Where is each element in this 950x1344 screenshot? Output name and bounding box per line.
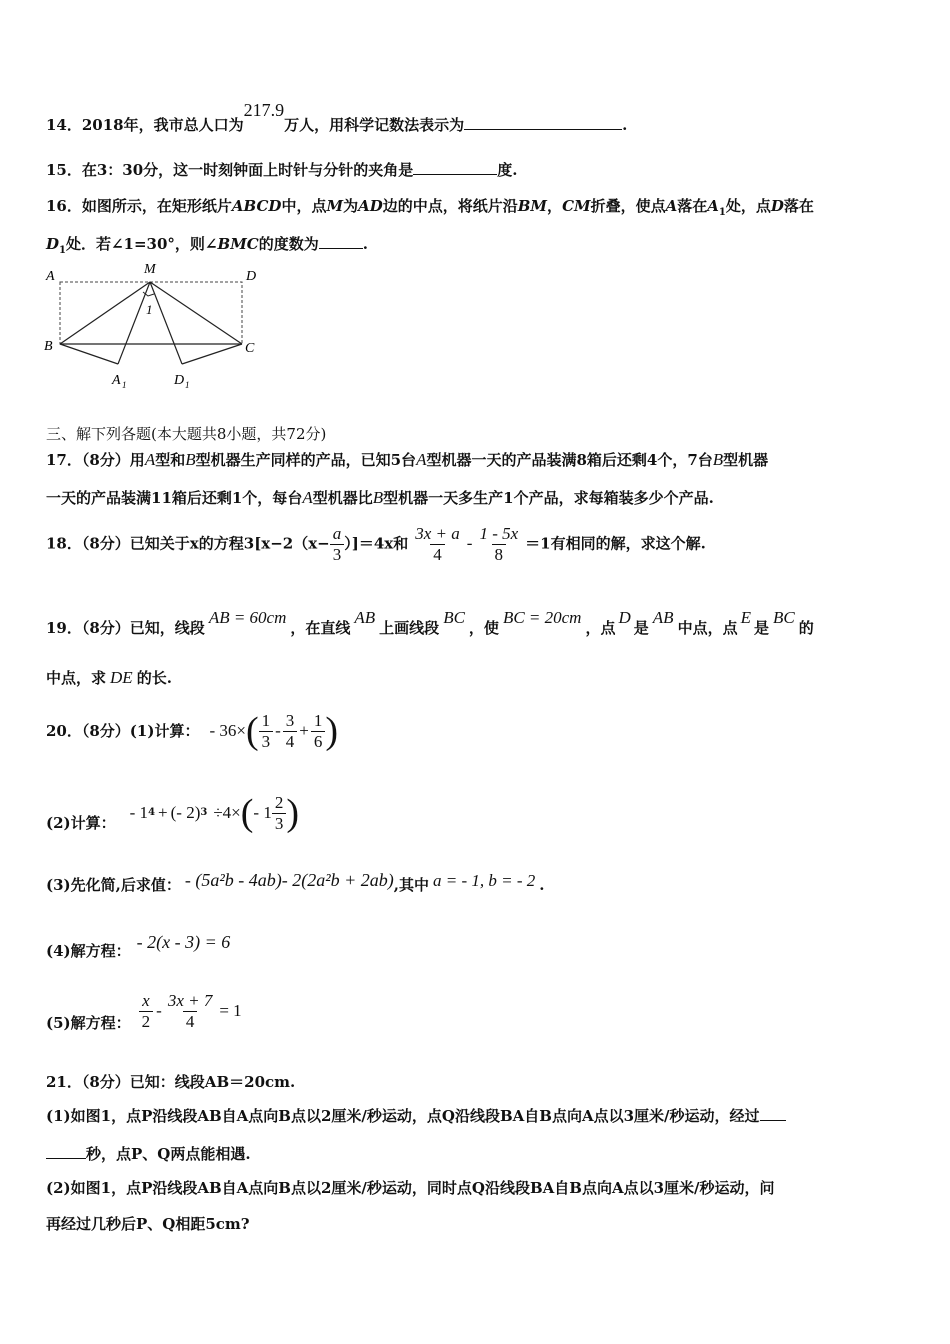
- q17-t: 型机器一天的产品装满8箱后还剩4个，7台: [426, 451, 713, 469]
- q16-t: M: [326, 197, 344, 215]
- q16-t: BMC: [217, 235, 259, 253]
- frac: [311, 711, 326, 752]
- q20-p5-label: (5)解方程：: [46, 1014, 131, 1032]
- expr: ÷4×: [213, 803, 241, 822]
- label-d: D: [246, 269, 257, 284]
- q17-t: B: [372, 488, 384, 507]
- q14-number: 14．: [46, 116, 82, 134]
- segment-md1: [150, 282, 182, 364]
- expr: (- 2): [170, 803, 201, 822]
- paren-right: ): [325, 710, 339, 752]
- q15-answer-blank[interactable]: [413, 160, 497, 175]
- q18-frac-3: [476, 524, 521, 565]
- q17-t: B: [185, 450, 196, 469]
- q21-answer-blank-b[interactable]: [46, 1144, 86, 1159]
- q20-part5: [46, 986, 242, 1036]
- q17-t: 一天的产品装满11箱后还剩1个，每台: [46, 489, 303, 507]
- q14-answer-blank[interactable]: [464, 115, 622, 130]
- frac-den: 6: [311, 731, 326, 752]
- segment-cm: [150, 282, 242, 344]
- q18-text-a: 18．（8分）已知关于x的方程3[x−2（x−: [46, 534, 330, 553]
- q14-text-b: 万人，用科学记数法表示为: [284, 116, 465, 134]
- q17-t: A: [416, 450, 427, 469]
- q17-t: A: [144, 450, 156, 469]
- q20-p2-label: (2)计算：: [46, 814, 116, 832]
- q16-t: 的度数为: [258, 235, 319, 253]
- q18-minus: -: [466, 533, 473, 553]
- q17-t: 型机器生产同样的产品，已知5台: [195, 451, 417, 469]
- q14: [46, 100, 628, 135]
- q19-math: BC = 20cm: [502, 608, 582, 627]
- q19-t: 19．（8分）已知，线段: [46, 619, 205, 637]
- q20-e3: - (5a²b - 4ab)- 2(2a²b + 2ab): [184, 870, 394, 890]
- q19-math: AB: [652, 608, 674, 627]
- q16-line2: [46, 234, 368, 261]
- q20-part3: [46, 870, 545, 895]
- q15: [46, 160, 517, 180]
- q16-line1: [46, 196, 814, 223]
- frac: [139, 991, 154, 1032]
- q20-head: 20．（8分）(1)计算：: [46, 722, 200, 740]
- label-d1: D: [174, 373, 185, 388]
- segment-d1c: [182, 344, 242, 364]
- q19-t: 是: [753, 619, 769, 637]
- q15-text: 在3：30分，这一时刻钟面上时针与分针的夹角是: [81, 161, 414, 179]
- frac: [272, 793, 287, 834]
- q20-e4: - 2(x - 3) = 6: [136, 932, 231, 952]
- q17-t: 型和: [155, 451, 186, 469]
- q18-text-b: ）]＝4x和: [344, 534, 409, 553]
- q14-end: .: [622, 116, 628, 134]
- q16-t: D: [46, 235, 60, 253]
- q16-t: 中，点: [281, 197, 327, 215]
- q21-answer-blank-a[interactable]: [760, 1106, 786, 1121]
- q20-part1: [46, 706, 338, 756]
- q17-t: 型机器比: [312, 489, 373, 507]
- q19-math: BC: [772, 608, 795, 627]
- label-a1-sub: 1: [122, 380, 127, 390]
- q17-t: 型机器一天多生产1个产品，求每箱装多少个产品.: [383, 489, 714, 507]
- q16-t: 如图所示，在矩形纸片: [81, 197, 232, 215]
- q16-t: A: [707, 197, 719, 215]
- q20-p3-mid: ,其中: [393, 876, 429, 894]
- q19-math: DE: [110, 668, 133, 687]
- q14-text-a: 2018年，我市总人口为: [81, 116, 244, 134]
- q16-t: ABCD: [231, 197, 282, 215]
- paren-right: ): [286, 792, 299, 834]
- q19-math: E: [740, 608, 751, 627]
- frac-num: 1: [313, 710, 323, 730]
- q19-t: 的: [798, 619, 814, 637]
- q16-t: 1: [718, 207, 726, 218]
- frac-num: 3x + 7: [167, 990, 213, 1010]
- q14-value: 217.9: [243, 100, 285, 120]
- frac: [259, 711, 274, 752]
- q19-t: 中点，求: [46, 669, 107, 687]
- q16-answer-blank[interactable]: [319, 234, 363, 249]
- q15-end: 度.: [497, 161, 518, 179]
- label-a: A: [46, 269, 55, 284]
- q16-t: 1: [59, 245, 66, 256]
- q19-math: BC: [443, 608, 465, 627]
- q19-t: ，点: [585, 619, 616, 637]
- frac-num: a: [332, 524, 342, 543]
- paren-left: (: [240, 792, 254, 834]
- frac-num: x: [142, 990, 150, 1010]
- q20-p3-end: .: [539, 876, 545, 894]
- q16-t: 折叠，使点: [590, 197, 666, 215]
- q17-line2: [46, 488, 714, 508]
- q17-t: B: [712, 450, 724, 469]
- q16-t: ，: [547, 197, 563, 215]
- frac-num: 3: [285, 710, 295, 730]
- expr: - 1: [253, 803, 272, 822]
- frac-den: 3: [330, 544, 345, 565]
- q16-t: 边的中点，将纸片沿: [382, 197, 518, 215]
- frac-den: 4: [430, 544, 445, 565]
- q20-e3-cond: a = - 1, b = - 2: [433, 871, 536, 890]
- q19-t: 上画线段: [379, 619, 440, 637]
- q16-number: 16．: [46, 197, 82, 215]
- label-angle-1: 1: [146, 302, 153, 317]
- q17-t: A: [302, 488, 313, 507]
- rhs: = 1: [219, 1001, 242, 1020]
- frac-num: 2: [274, 792, 284, 812]
- q16-t: 落在: [677, 197, 708, 215]
- exp: 4: [148, 807, 156, 818]
- frac-den: 2: [139, 1011, 154, 1032]
- q21-p1b: 秒，点P、Q两点能相遇.: [86, 1145, 251, 1163]
- q19-line2: [46, 668, 172, 688]
- q19-t: ，使: [468, 619, 499, 637]
- q16-t: AD: [358, 197, 383, 215]
- q17-t: 17．（8分）用: [46, 451, 145, 469]
- q20-p4-label: (4)解方程：: [46, 942, 131, 960]
- q20-e1-pre: - 36×: [209, 721, 246, 740]
- q19-t: ，在直线: [290, 619, 351, 637]
- op: -: [275, 721, 281, 740]
- frac-den: 3: [259, 731, 274, 752]
- frac: [165, 991, 216, 1032]
- q15-number: 15．: [46, 161, 82, 179]
- q20-p3-label: (3)先化简,后求值：: [46, 876, 181, 894]
- q21-part2-line1: (2)如图1，点P沿线段AB自A点向B点以2厘米/秒运动，同时点Q沿线段BA自B点向A点以3厘米/秒运动，问: [46, 1179, 775, 1197]
- q17-line1: [46, 450, 768, 470]
- q16-t: .: [362, 235, 368, 253]
- q19-math: D: [618, 608, 631, 627]
- q21-part1-line2: [46, 1144, 251, 1164]
- label-c: C: [245, 341, 255, 356]
- expr: - 1: [129, 803, 149, 822]
- frac-den: 3: [272, 813, 287, 834]
- frac: [283, 711, 298, 752]
- q21-part1-line1: [46, 1106, 786, 1126]
- q18: [46, 524, 706, 565]
- op: +: [158, 803, 168, 822]
- q16-t: BM: [517, 197, 548, 215]
- q16-t: 落在: [783, 197, 814, 215]
- segment-ba1: [60, 344, 118, 364]
- q18-frac-2: [412, 524, 463, 565]
- frac-den: 4: [283, 731, 298, 752]
- q16-t: 处，点: [725, 197, 771, 215]
- q19-t: 的长.: [136, 669, 172, 687]
- label-m: M: [144, 262, 156, 277]
- frac-den: 8: [492, 544, 507, 565]
- q16-t: A: [665, 197, 678, 215]
- q19-math: AB: [354, 608, 376, 627]
- frac-num: 1 - 5x: [479, 524, 519, 543]
- section3-heading: 三、解下列各题(本大题共8小题，共72分): [46, 425, 327, 443]
- q18-text-c: ＝1有相同的解，求这个解.: [525, 534, 706, 553]
- q17-t: 型机器: [723, 451, 769, 469]
- exp: 3: [200, 807, 208, 818]
- q21-p1a: (1)如图1，点P沿线段AB自A点向B点以2厘米/秒运动，点Q沿线段BA自B点向A点以3厘米/秒运动，经过: [46, 1107, 760, 1125]
- q21-part2-line2: 再经过几秒后P、Q相距5cm?: [46, 1215, 250, 1233]
- q16-figure: [40, 258, 270, 394]
- q21-head: 21．（8分）已知：线段AB＝20cm.: [46, 1073, 296, 1091]
- q18-frac-a3: [330, 524, 345, 565]
- q16-t: D: [770, 197, 784, 215]
- q20-part4: [46, 932, 231, 961]
- frac-num: 3x + a: [415, 524, 460, 543]
- q19-math: AB = 60cm: [208, 608, 287, 627]
- q16-t: CM: [562, 197, 591, 215]
- op: -: [156, 1001, 162, 1020]
- q16-t: 处．若∠1=30°，则∠: [65, 235, 218, 253]
- segment-bm: [60, 282, 150, 344]
- q19-line1: [46, 608, 814, 638]
- label-d1-sub: 1: [185, 380, 190, 390]
- q19-t: 是: [633, 619, 649, 637]
- paren-left: (: [245, 710, 259, 752]
- q19-t: 中点，点: [677, 619, 738, 637]
- label-a1: A: [112, 373, 121, 388]
- frac-num: 1: [261, 710, 271, 730]
- q20-part2: [46, 788, 299, 838]
- q16-t: 为: [343, 197, 359, 215]
- frac-den: 4: [183, 1011, 198, 1032]
- label-b: B: [44, 339, 53, 354]
- op: +: [299, 721, 309, 740]
